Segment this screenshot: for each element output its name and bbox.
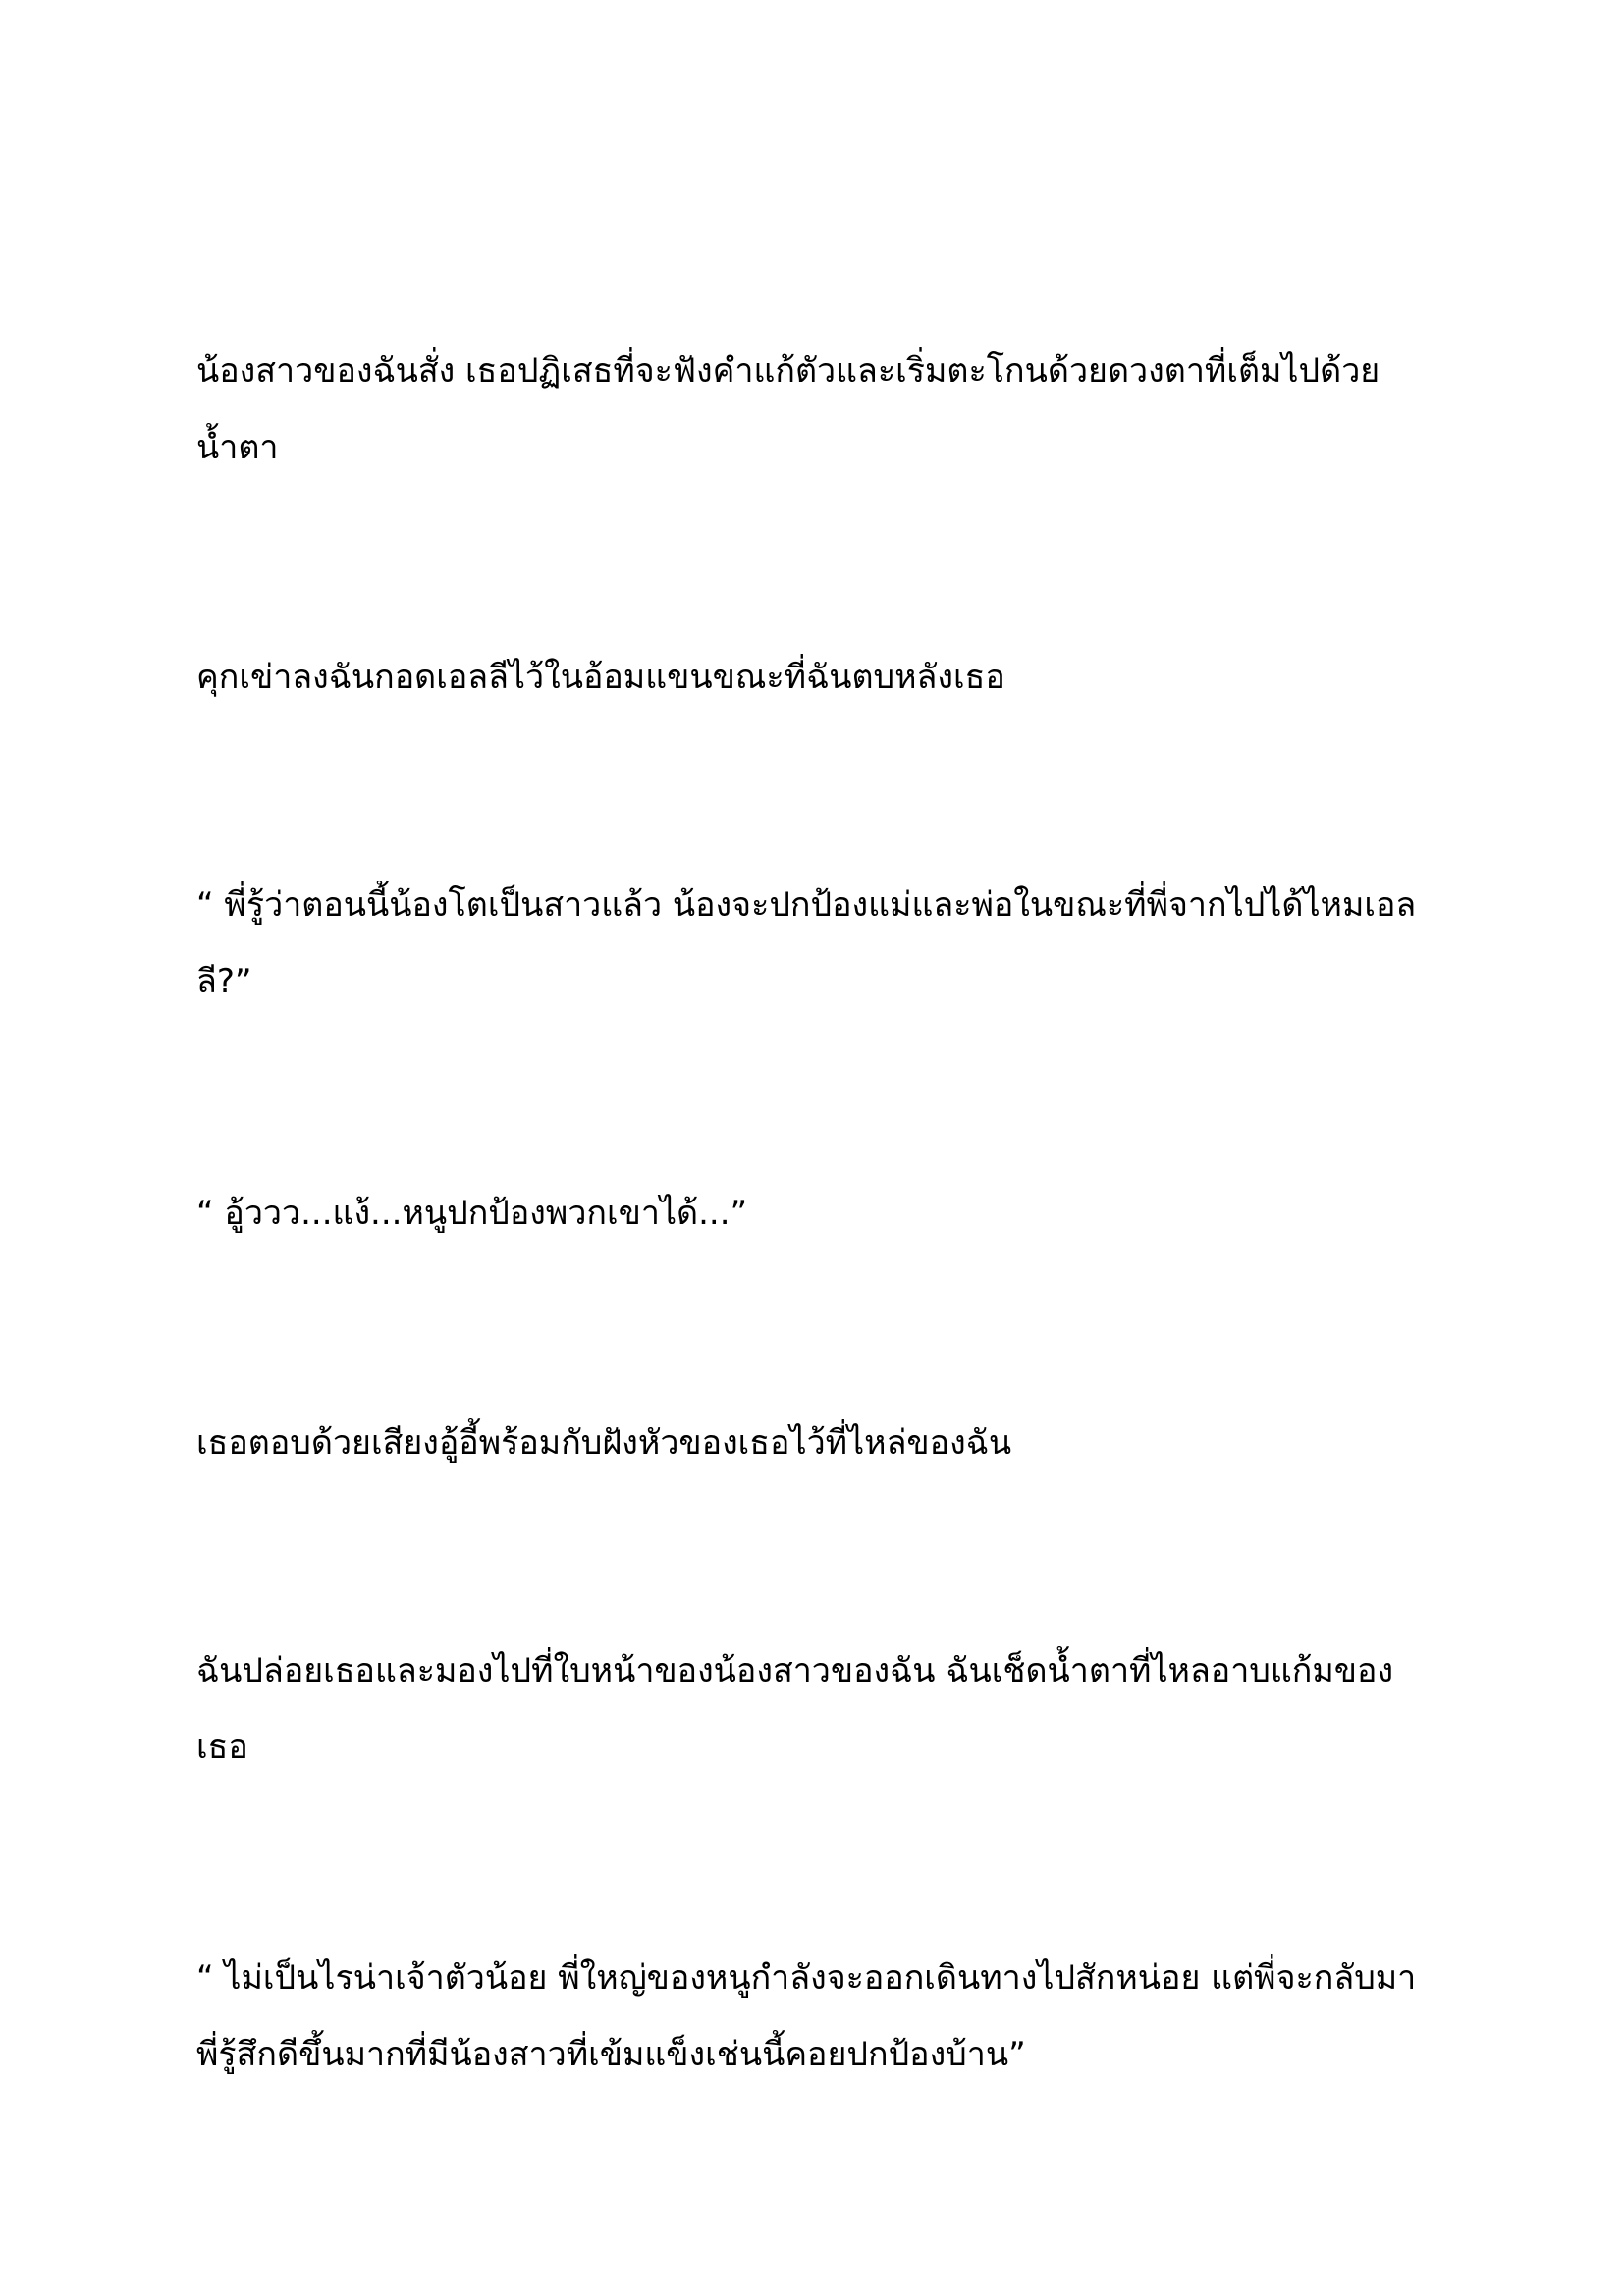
paragraph-7: “ ไม่เป็นไรน่าเจ้าตัวน้อย พี่ใหญ่ของหนูกำลังจะออกเดินทางไปสักหน่อย แต่พี่จะกลับมา พี่รู้สึกดีขึ้นมากที่มีน้องสาวที่เข้มแข็งเช่นนี้คอยปกป้องบ้าน” <box>196 1958 1417 2074</box>
paragraph-6: ฉันปล่อยเธอและมองไปที่ใบหน้าของน้องสาวของฉัน ฉันเช็ดน้ำตาที่ไหลอาบแก้มของเธอ <box>196 1651 1394 1767</box>
paragraph-4: “ อู้ววว...แง้...หนูปกป้องพวกเขาได้...” <box>196 1194 748 1233</box>
paragraph-5: เธอตอบด้วยเสียงอู้อี้พร้อมกับฝังหัวของเธอไว้ที่ไหล่ของฉัน <box>196 1423 1012 1463</box>
paragraph-1: น้องสาวของฉันสั่ง เธอปฏิเสธที่จะฟังคำแก้ตัวและเริ่มตะโกนด้วยดวงตาที่เต็มไปด้วยน้ำตา <box>196 351 1380 467</box>
paragraph-3: “ พี่รู้ว่าตอนนี้น้องโตเป็นสาวแล้ว น้องจะปกป้องแม่และพ่อในขณะที่พี่จากไปได้ไหมเอลลี?” <box>196 885 1417 1001</box>
paragraph-2: คุกเข่าลงฉันกอดเอลลีไว้ในอ้อมแขนขณะที่ฉันตบหลังเธอ <box>196 658 1005 697</box>
